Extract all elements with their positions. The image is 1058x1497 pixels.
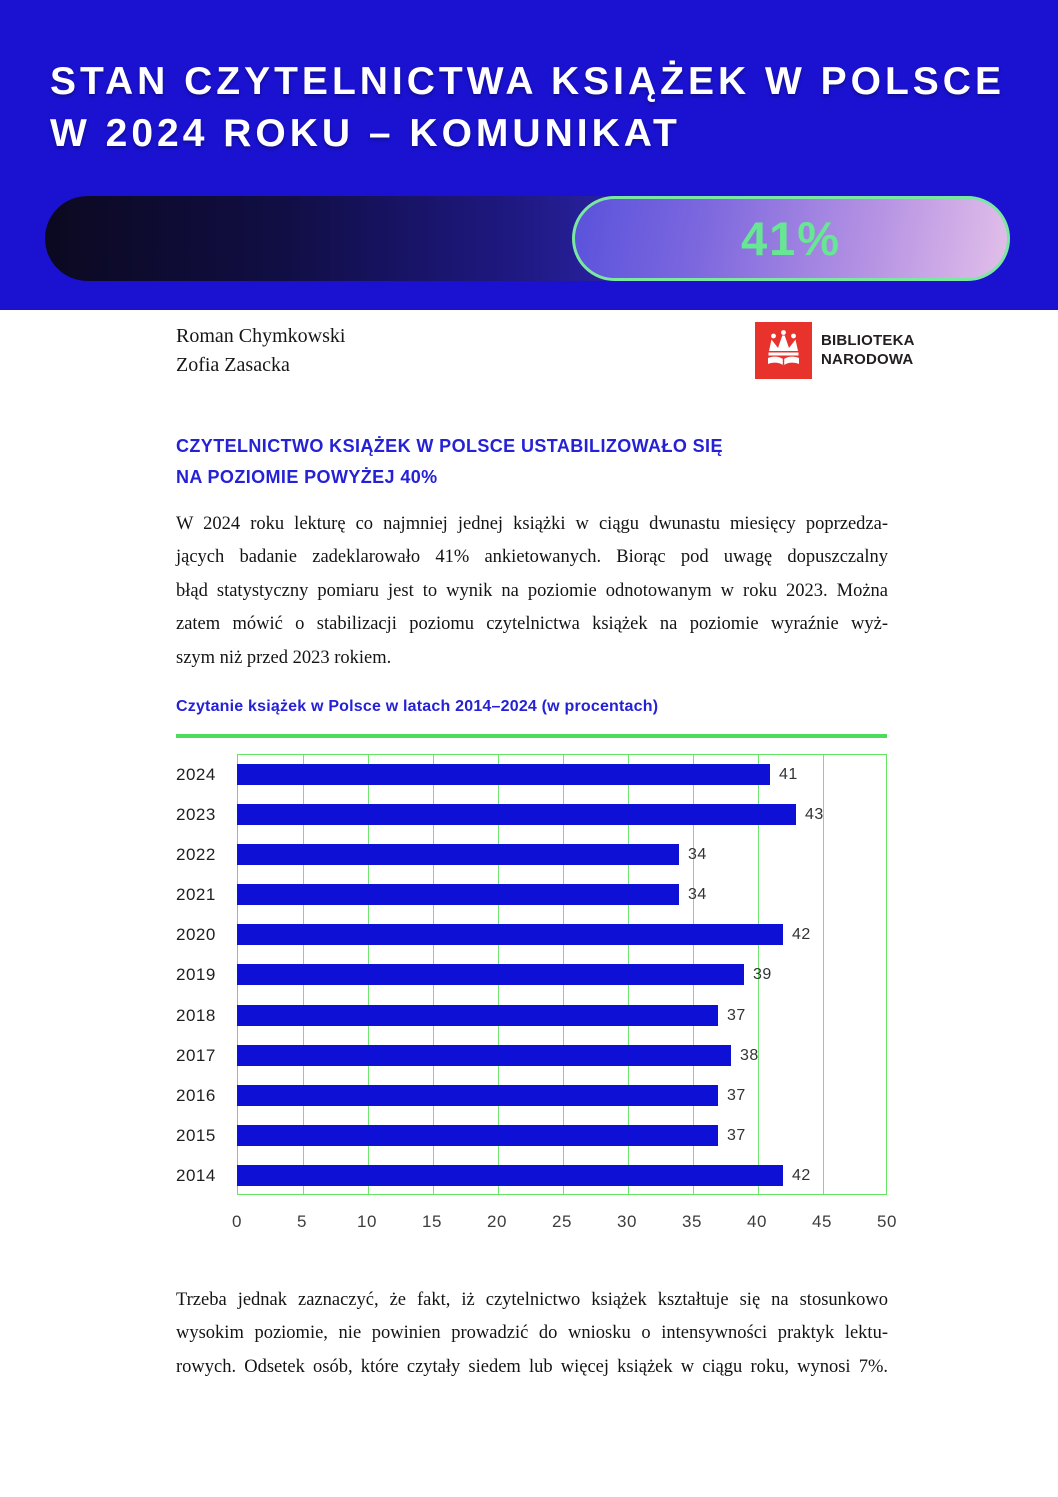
paragraph-line: wysokim poziomie, nie powinien prowadzić do wniosku o intensywności praktyk lektu- bbox=[176, 1323, 888, 1344]
value-bar bbox=[237, 1125, 718, 1146]
value-bar bbox=[237, 804, 796, 825]
value-bar bbox=[237, 1045, 731, 1066]
x-axis-label: 25 bbox=[552, 1212, 572, 1231]
year-label: 2021 bbox=[176, 885, 216, 905]
year-label: 2017 bbox=[176, 1045, 216, 1065]
paragraph-line: błąd statystyczny pomiaru jest to wynik na poziomie odnotowanym w roku 2023. Można bbox=[176, 580, 888, 601]
authors-block bbox=[176, 322, 345, 380]
x-axis-label: 20 bbox=[487, 1212, 507, 1231]
value-label: 34 bbox=[688, 886, 707, 904]
page-title-line2: W 2024 ROKU – KOMUNIKAT bbox=[50, 112, 681, 155]
section-heading-line1: CZYTELNICTWO KSIĄŻEK W POLSCE USTABILIZOWAŁO SIĘ bbox=[176, 436, 723, 456]
x-axis-label: 45 bbox=[812, 1212, 832, 1231]
section-heading bbox=[176, 431, 723, 493]
x-axis-label: 35 bbox=[682, 1212, 702, 1231]
header-banner bbox=[0, 0, 1058, 310]
x-axis-label: 30 bbox=[617, 1212, 637, 1231]
body-paragraph-1 bbox=[176, 508, 888, 675]
x-axis-label: 40 bbox=[747, 1212, 767, 1231]
org-logo bbox=[755, 322, 915, 379]
progress-bar bbox=[45, 196, 1010, 281]
value-bar bbox=[237, 844, 679, 865]
value-label: 37 bbox=[727, 1126, 746, 1144]
year-label: 2014 bbox=[176, 1165, 216, 1185]
value-label: 37 bbox=[727, 1006, 746, 1024]
year-label: 2024 bbox=[176, 765, 216, 784]
chart-title: Czytanie książek w Polsce w latach 2014–2024 (w procentach) bbox=[176, 698, 659, 715]
year-label: 2020 bbox=[176, 925, 216, 945]
paragraph-line: W 2024 roku lekturę co najmniej jednej książki w ciągu dwunastu miesięcy poprzedza- bbox=[176, 514, 888, 534]
year-label: 2016 bbox=[176, 1085, 216, 1105]
value-label: 39 bbox=[753, 966, 772, 984]
value-bar bbox=[237, 1085, 718, 1106]
value-label: 34 bbox=[688, 846, 707, 864]
body-paragraph-2 bbox=[176, 1284, 888, 1384]
x-axis-label: 15 bbox=[422, 1212, 442, 1231]
section-heading-line2: NA POZIOMIE POWYŻEJ 40% bbox=[176, 467, 438, 487]
value-bar bbox=[237, 1165, 783, 1186]
year-label: 2023 bbox=[176, 805, 216, 825]
org-name-line1: BIBLIOTEKA bbox=[821, 332, 915, 349]
paragraph-line: Trzeba jednak zaznaczyć, że fakt, iż czytelnictwo książek kształtuje się na stosunkowo bbox=[176, 1290, 888, 1310]
x-axis-label: 0 bbox=[232, 1212, 242, 1231]
page-title bbox=[50, 56, 1030, 160]
value-label: 41 bbox=[779, 766, 798, 783]
page-title-line1: STAN CZYTELNICTWA KSIĄŻEK W POLSCE bbox=[50, 60, 1005, 103]
author-name: Zofia Zasacka bbox=[176, 354, 290, 376]
year-label: 2019 bbox=[176, 965, 216, 985]
percent-pill bbox=[572, 196, 1010, 281]
chart-title-rule bbox=[176, 734, 887, 738]
value-bar bbox=[237, 964, 744, 985]
year-label: 2015 bbox=[176, 1125, 216, 1145]
paragraph-line: szym niż przed 2023 rokiem. bbox=[176, 647, 392, 668]
x-axis-label: 10 bbox=[357, 1212, 377, 1231]
value-label: 38 bbox=[740, 1046, 759, 1064]
paragraph-line: jących badanie zadeklarowało 41% ankietowanych. Biorąc pod uwagę dopuszczalny bbox=[176, 547, 888, 568]
value-label: 42 bbox=[792, 1166, 811, 1184]
value-bar bbox=[237, 884, 679, 905]
bar-chart bbox=[176, 754, 897, 1254]
paragraph-line: zatem mówić o stabilizacji poziomu czytelnictwa książek na poziomie wyraźnie wyż- bbox=[176, 614, 888, 635]
value-bar bbox=[237, 924, 783, 945]
percent-value: 41% bbox=[740, 212, 842, 265]
org-name-line2: NARODOWA bbox=[821, 350, 914, 368]
year-label: 2022 bbox=[176, 845, 216, 865]
value-bar bbox=[237, 764, 770, 785]
x-axis-label: 50 bbox=[877, 1212, 897, 1231]
x-axis-label: 5 bbox=[297, 1212, 307, 1231]
year-label: 2018 bbox=[176, 1005, 216, 1025]
value-label: 37 bbox=[727, 1086, 746, 1104]
author-name: Roman Chymkowski bbox=[176, 325, 346, 347]
value-bar bbox=[237, 1005, 718, 1026]
value-label: 42 bbox=[792, 926, 811, 944]
org-name bbox=[821, 332, 915, 369]
paragraph-line: rowych. Odsetek osób, które czytały siedem lub więcej książek w ciągu roku, wynosi 7%. bbox=[176, 1356, 888, 1377]
value-label: 43 bbox=[805, 806, 824, 824]
crown-book-icon bbox=[755, 322, 812, 379]
